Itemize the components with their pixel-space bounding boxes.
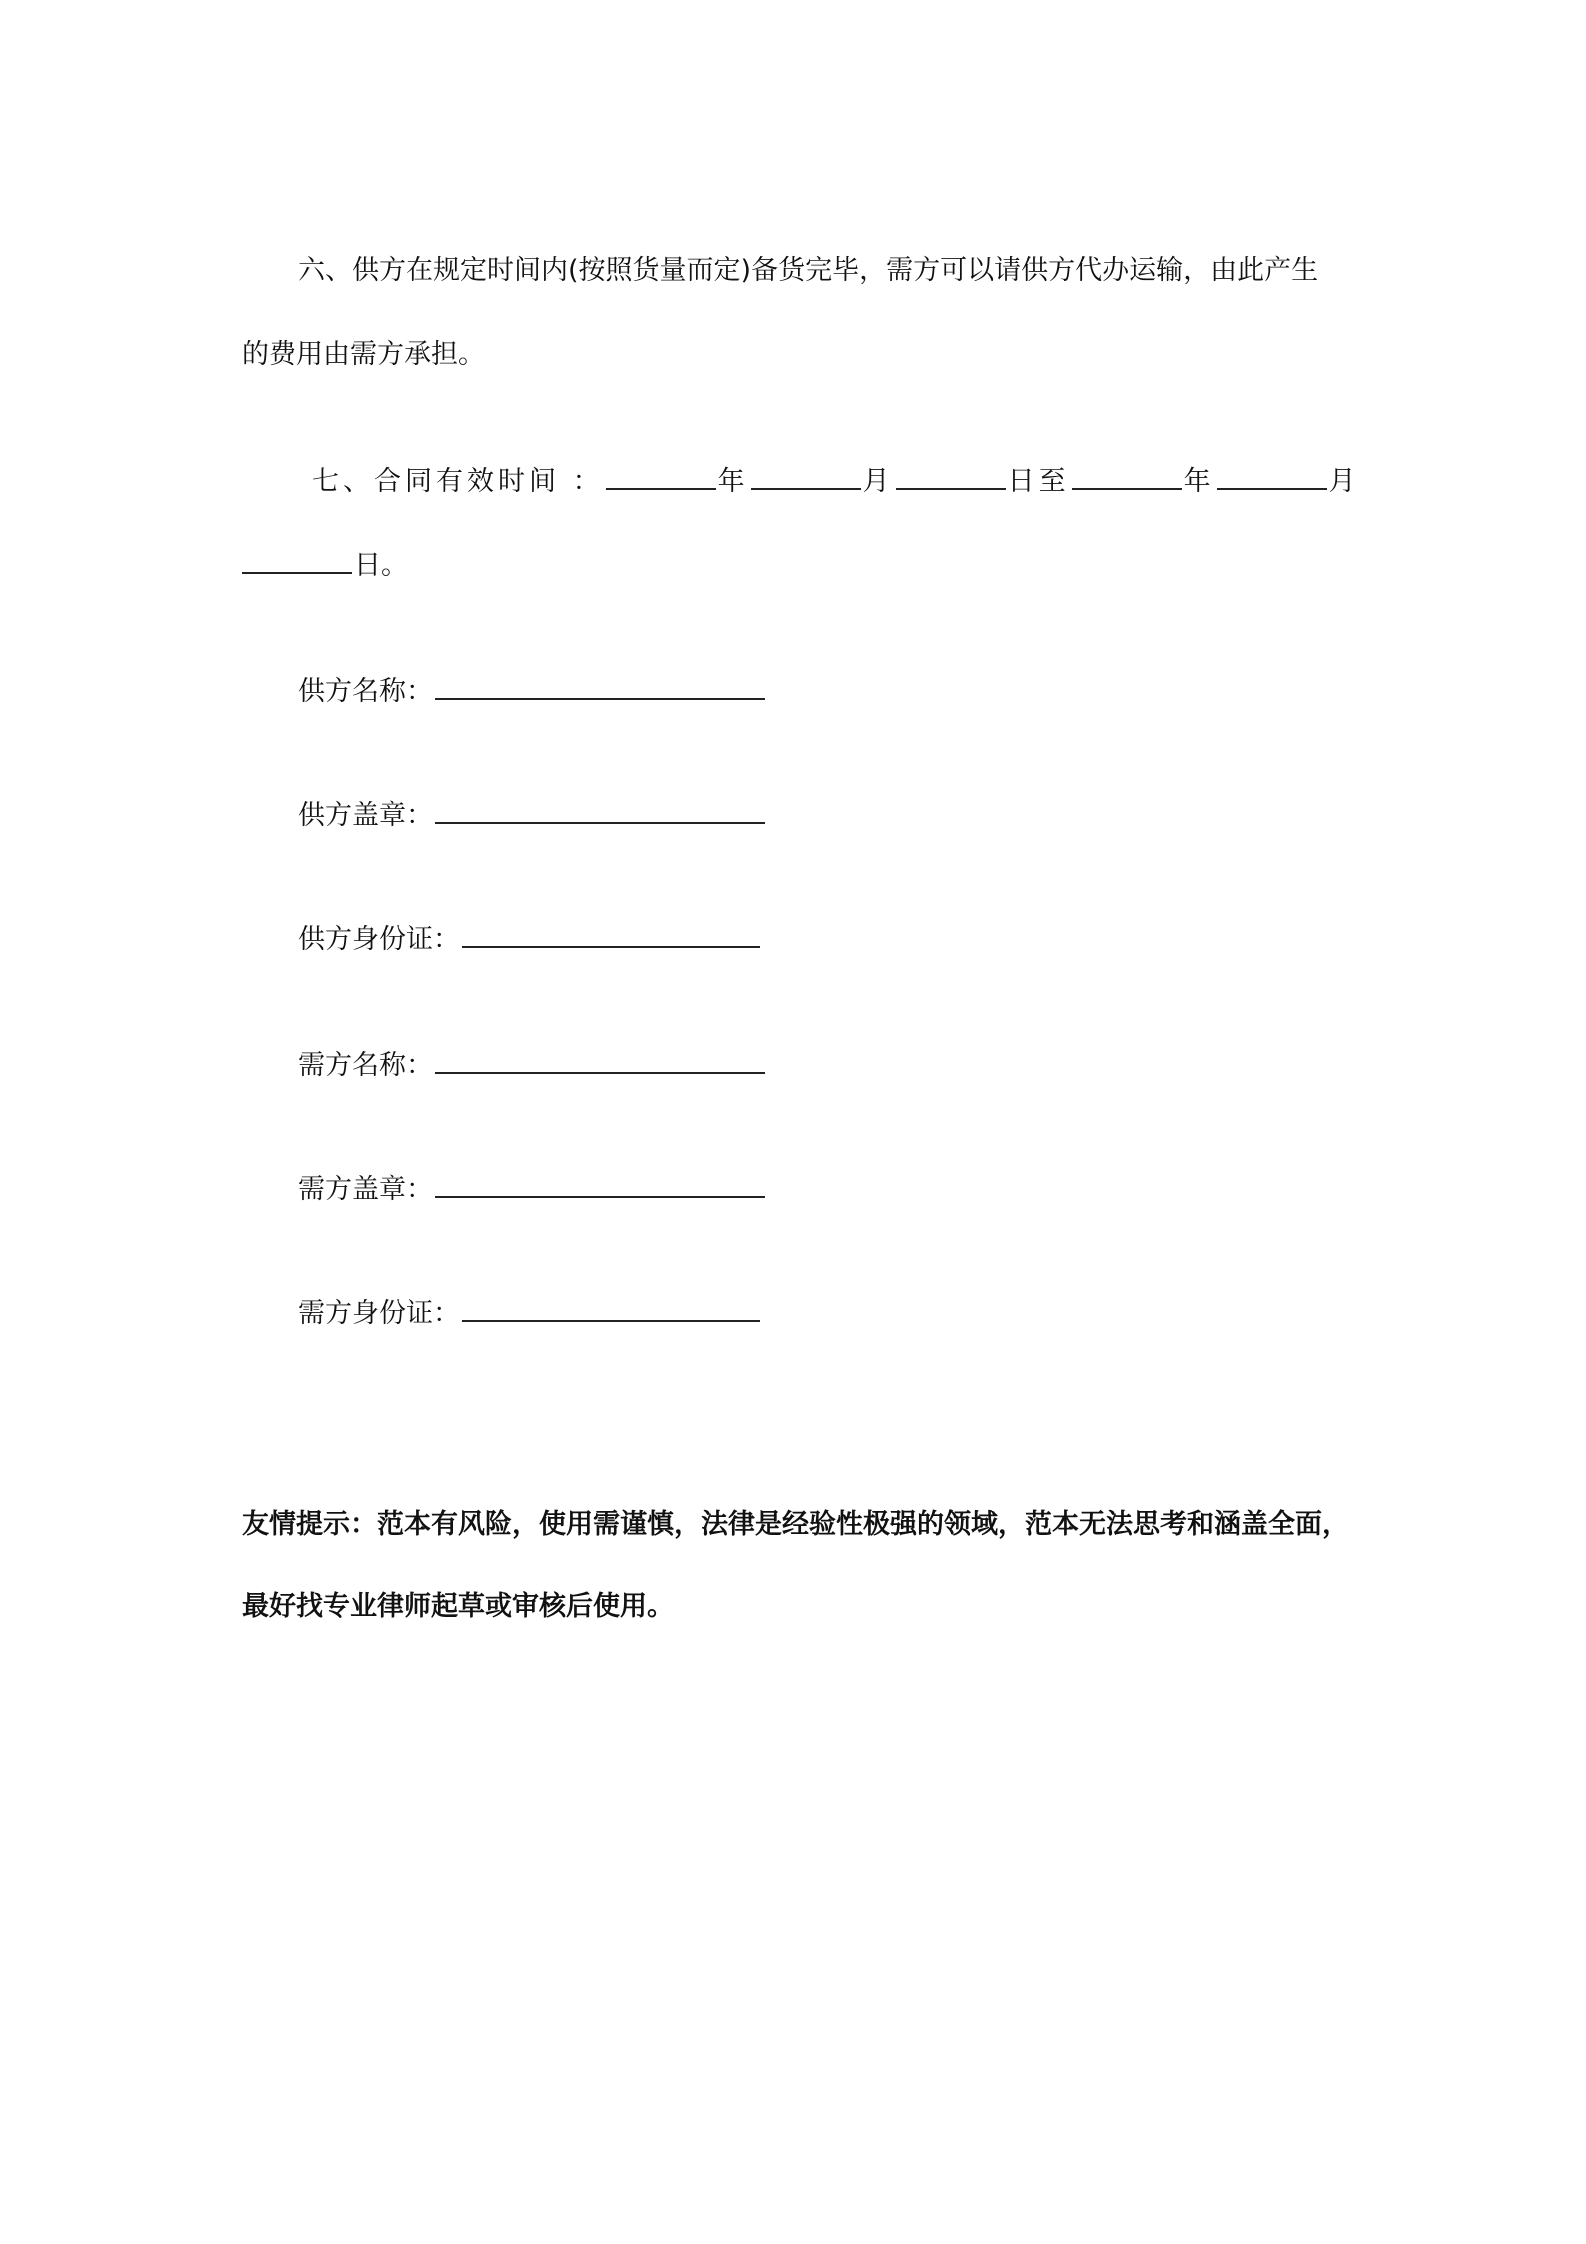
clause-seven-line-2 <box>242 548 408 583</box>
buyer-seal-label: 需方盖章： <box>298 1174 433 1205</box>
start-year-label: 年 <box>717 466 749 497</box>
buyer-seal-blank <box>435 1172 765 1198</box>
end-year-blank <box>1072 464 1182 490</box>
buyer-name-label: 需方名称： <box>298 1050 433 1081</box>
clause-six-line-1: 六、供方在规定时间内(按照货量而定)备货完毕，需方可以请供方代办运输，由此产生 <box>298 255 1319 286</box>
end-year-label: 年 <box>1183 466 1215 497</box>
clause-seven-label: 七、合同有效时间 ： <box>312 466 604 497</box>
end-day-blank <box>242 548 352 574</box>
notice-line-1: 友情提示：范本有风险，使用需谨慎，法律是经验性极强的领域，范本无法思考和涵盖全面， <box>242 1509 1349 1540</box>
end-month-label: 月 <box>1328 466 1360 497</box>
supplier-name-blank <box>435 674 765 700</box>
supplier-id-blank <box>462 922 760 948</box>
end-month-blank <box>1217 464 1327 490</box>
clause-seven-line-1 <box>312 464 1360 499</box>
supplier-seal-row <box>298 798 767 833</box>
buyer-id-row <box>298 1296 762 1331</box>
start-day-blank <box>896 464 1006 490</box>
supplier-name-row <box>298 674 767 709</box>
start-day-to-label: 日至 <box>1007 466 1070 497</box>
supplier-id-row <box>298 922 762 957</box>
supplier-name-label: 供方名称： <box>298 676 433 707</box>
supplier-id-label: 供方身份证： <box>298 924 460 955</box>
end-day-label: 日。 <box>354 550 408 581</box>
supplier-seal-label: 供方盖章： <box>298 800 433 831</box>
buyer-seal-row <box>298 1172 767 1207</box>
supplier-seal-blank <box>435 798 765 824</box>
start-month-label: 月 <box>862 466 894 497</box>
start-month-blank <box>751 464 861 490</box>
notice-line-2: 最好找专业律师起草或审核后使用。 <box>242 1591 674 1622</box>
start-year-blank <box>606 464 716 490</box>
buyer-id-blank <box>462 1296 760 1322</box>
buyer-name-row <box>298 1048 767 1083</box>
buyer-id-label: 需方身份证： <box>298 1298 460 1329</box>
buyer-name-blank <box>435 1048 765 1074</box>
clause-six-line-2: 的费用由需方承担。 <box>242 339 485 370</box>
